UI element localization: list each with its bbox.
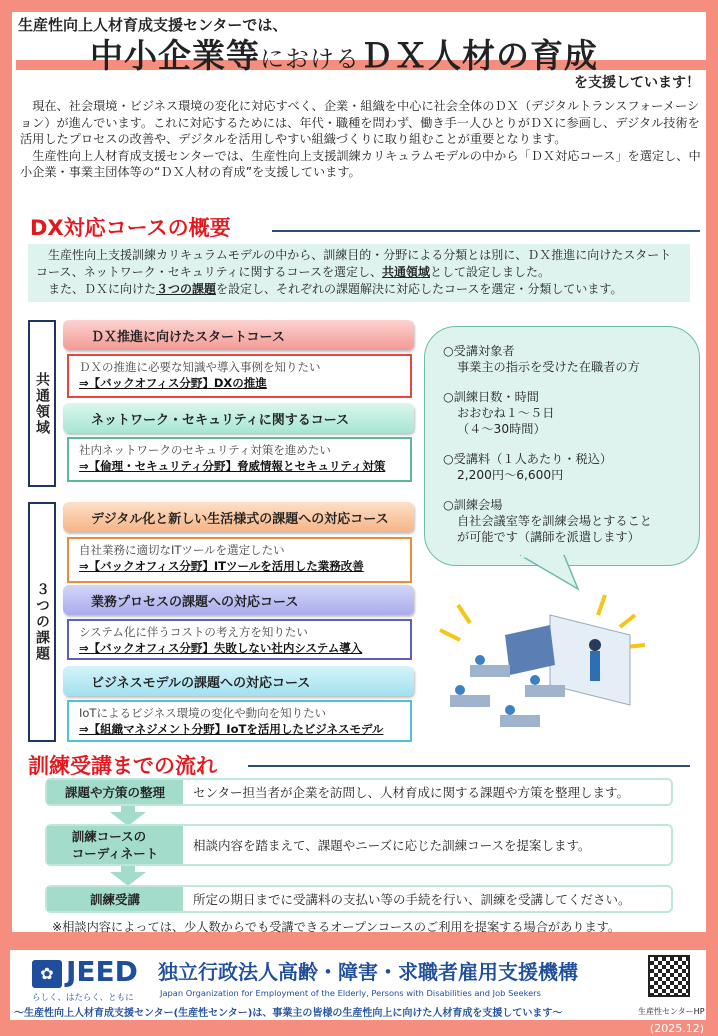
info-bubble: [424, 326, 700, 566]
intro-paragraph: 現在、社会環境・ビジネス環境の変化に対応すべく、企業・組織を中心に社会全体のＤＸ（デジタルトランスフォーメーション）が進んでいます。これに対応するためには、年代・職種を問わず、働き手一人ひとりがＤＸに参画し、デジタル技術を活用したプロセスの改善や、デジタルを活用しやすい組織づくりに取り組むことが重要となります。: [20, 99, 700, 146]
intro-text: [20, 98, 702, 181]
course-header[interactable]: ビジネスモデルの課題への対応コース: [63, 666, 414, 696]
course-link[interactable]: ⇒【バックオフィス分野】ITツールを活用した業務改善: [79, 559, 364, 573]
tagline: らしく、はたらく、ともに: [32, 993, 134, 1003]
course-detail: [67, 437, 412, 482]
flow-step-text: 相談内容を踏まえて、課題やニーズに応じた訓練コースを提案します。: [193, 838, 591, 853]
course-header[interactable]: ＤＸ推進に向けたスタートコース: [63, 320, 414, 350]
course-need: 自社業務に適切なITツールを選定したい: [79, 543, 285, 557]
overview-p1: [36, 247, 682, 281]
info-line: 2,200円～6,600円: [457, 468, 564, 482]
org-name-ja: 独立行政法人高齢・障害・求職者雇用支援機構: [158, 960, 578, 984]
info-item: [443, 389, 699, 437]
group-label-three-issues: ３つの課題: [28, 502, 56, 742]
jeed-logo: JEED: [66, 955, 138, 988]
divider: [248, 765, 690, 767]
qr-code-icon[interactable]: [648, 955, 690, 997]
course-link[interactable]: ⇒【バックオフィス分野】失敗しない社内システム導入: [79, 641, 363, 655]
course-link[interactable]: ⇒【倫理・セキュリティ分野】脅威情報とセキュリティ対策: [79, 459, 386, 473]
training-illustration: [430, 585, 650, 740]
pre-title: 生産性向上人材育成支援センターでは、: [18, 16, 288, 34]
title-part: における: [260, 45, 360, 73]
info-line: 事業主の指示を受けた在職者の方: [457, 360, 640, 374]
t: として設定しました。: [429, 265, 550, 279]
flow-step-label: 訓練受講: [47, 887, 183, 911]
jeed-logo-icon: ✿: [32, 960, 62, 988]
info-line: おおむね１～５日: [457, 406, 555, 420]
flow-step-label: 訓練コースの コーディネート: [47, 826, 183, 864]
flow-step-text: センター担当者が企業を訪問し、人材育成に関する課題や方策を整理します。: [193, 785, 630, 800]
info-item: [443, 497, 699, 545]
flow-step-label: 課題や方策の整理: [47, 780, 183, 804]
course-detail: [67, 537, 412, 583]
t: ３つの課題: [156, 282, 217, 296]
t: を設定し、それぞれの課題解決に対応したコースを選定・分類しています。: [216, 282, 623, 296]
info-heading: ○訓練会場: [443, 498, 503, 512]
overview-heading: DX対応コースの概要: [30, 216, 231, 240]
t: 生産性向上支援訓練カリキュラムモデルの中から、訓練目的・分野による分類とは別に、ＤＸ推進に向けたスタートコース、ネットワーク・セキュリティに関するコースを選定し、: [36, 248, 672, 279]
course-need: IoTによるビジネス環境の変化や動向を知りたい: [79, 706, 327, 720]
flow-step: [45, 778, 673, 806]
course-need: システム化に伴うコストの考え方を知りたい: [79, 625, 308, 639]
org-name-en: Japan Organization for Employment of the Elderly, Persons with Disabilities and Job Seekers: [160, 988, 541, 998]
info-heading: ○訓練日数・時間: [443, 390, 539, 404]
course-detail: [67, 619, 412, 660]
info-line: （４～30時間）: [457, 422, 546, 436]
flow-heading: 訓練受講までの流れ: [28, 754, 217, 778]
overview-box: [28, 244, 690, 302]
course-need: 社内ネットワークのセキュリティ対策を進めたい: [79, 443, 331, 457]
t: 共通領域: [381, 265, 430, 279]
issue-date: (2025.12): [649, 1022, 704, 1035]
title-part: 中小企業等: [90, 36, 260, 75]
info-heading: ○受講対象者: [443, 344, 515, 358]
course-link[interactable]: ⇒【バックオフィス分野】DXの推進: [79, 376, 267, 390]
qr-label: 生産性センターHP: [638, 1007, 705, 1016]
flow-step: [45, 824, 673, 866]
slogan: ～生産性向上人材育成支援センター(生産性センター)は、事業主の皆様の生産性向上に向けた人材育成を支援しています～: [14, 1008, 563, 1019]
course-header[interactable]: ネットワーク・セキュリティに関するコース: [63, 403, 414, 433]
divider: [272, 230, 700, 232]
info-line: 自社会議室等を訓練会場とすること: [457, 514, 652, 528]
course-header[interactable]: デジタル化と新しい生活様式の課題への対応コース: [63, 502, 414, 532]
footer: [10, 950, 706, 1020]
flow-step-text: 所定の期日までに受講料の支払い等の手続を行い、訓練を受講してください。: [193, 892, 631, 907]
course-header[interactable]: 業務プロセスの課題への対応コース: [63, 585, 414, 615]
info-line: が可能です（講師を派遣します）: [457, 530, 640, 544]
intro-paragraph: 生産性向上人材育成支援センターでは、生産性向上支援訓練カリキュラムモデルの中から「ＤＸ対応コース」を選定し、中小企業・事業主団体等の“ＤＸ人材の育成”を支援しています。: [20, 148, 701, 179]
down-arrow-icon: [110, 872, 146, 886]
group-label-common: 共通領域: [28, 320, 56, 487]
flow-note: ※相談内容によっては、少人数からでも受講できるオープンコースのご利用を提案する場合があります。: [52, 920, 621, 934]
course-detail: [67, 700, 412, 742]
t: また、ＤＸに向けた: [48, 282, 157, 296]
flow-step: [45, 885, 673, 913]
info-item: [443, 343, 699, 375]
info-item: [443, 451, 699, 483]
overview-p2: [36, 281, 682, 298]
subtitle: を支援しています！: [574, 75, 700, 91]
page-title: [90, 30, 598, 77]
course-link[interactable]: ⇒【組織マネジメント分野】IoTを活用したビジネスモデル: [79, 722, 384, 736]
info-heading: ○受講料（１人あたり・税込）: [443, 452, 613, 466]
course-need: ＤＸの推進に必要な知識や導入事例を知りたい: [79, 360, 321, 374]
title-part: ＤＸ人材の育成: [360, 36, 598, 75]
course-detail: [67, 354, 412, 398]
